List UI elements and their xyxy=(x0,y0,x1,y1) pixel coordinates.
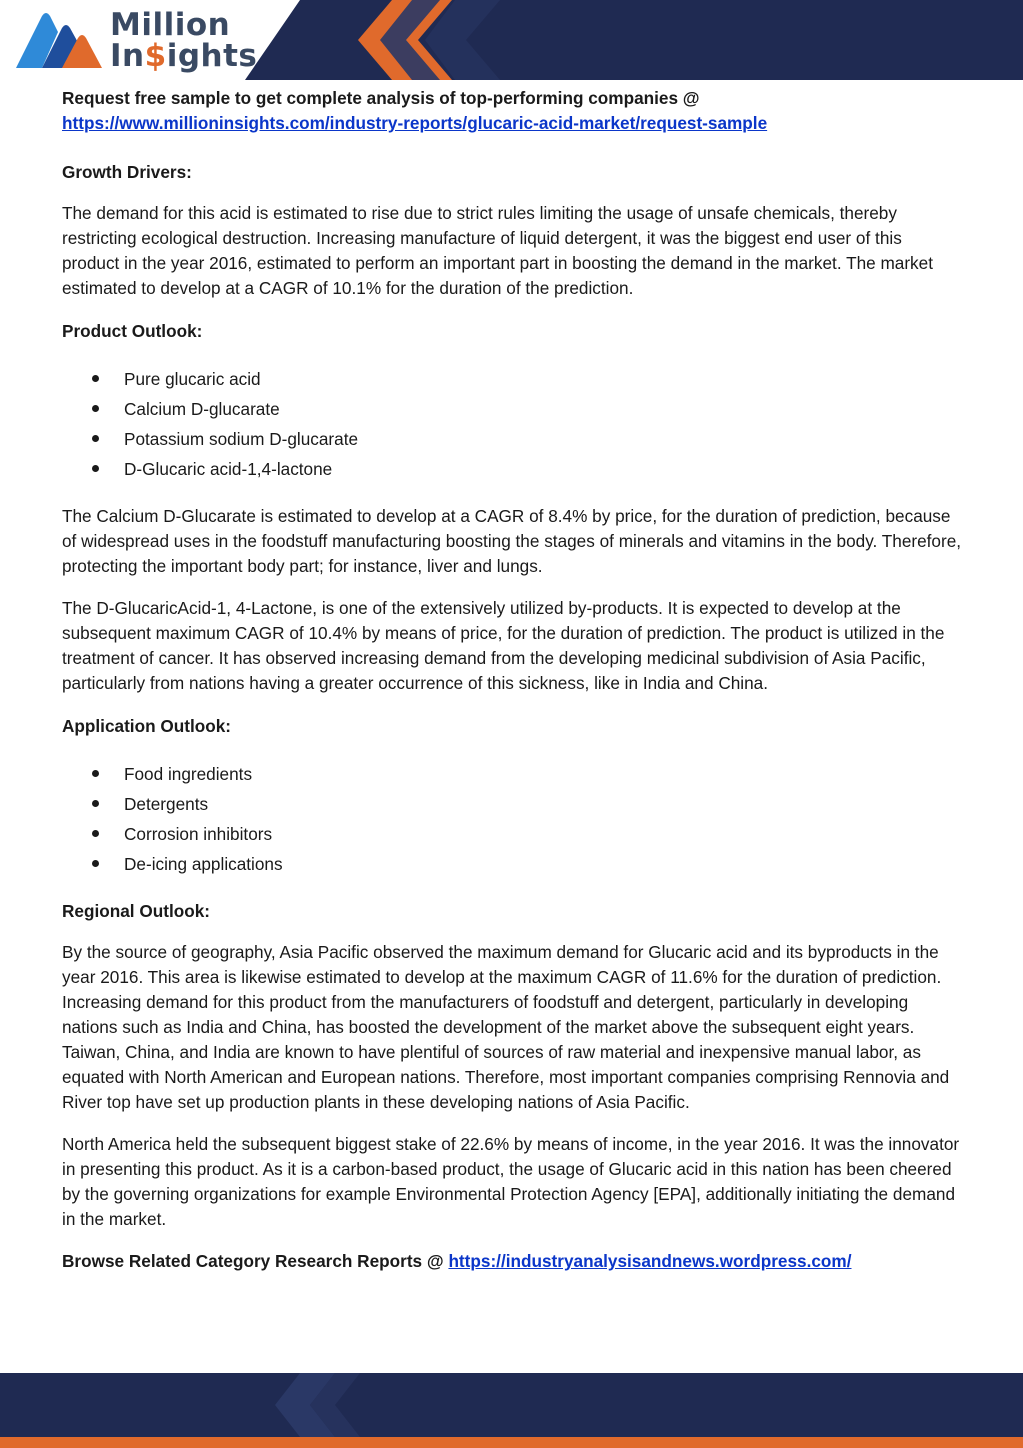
regional-paragraph-1: By the source of geography, Asia Pacific observed the maximum demand for Glucaric acid and its byproducts in the year 2016. This area is likewise estimated to develop at the maximum CAGR of 11.6% for the duration of prediction. Increasing demand for this product from the manufacturers of foodstuff and detergent, particularly in developing nations such as India and China, has boosted the development of the market above the subsequent eight years. Taiwan, China, and India are known to have plentiful of sources of raw material and inexpensive manual labor, as equated with North American and European nations. Therefore, most important companies comprising Rennovia and River top have set up production plants in these developing nations of Asia Pacific. xyxy=(62,942,950,1112)
list-item-label: Food ingredients xyxy=(124,764,253,784)
header-banner xyxy=(0,0,1023,80)
list-item-label: D-Glucaric acid-1,4-lactone xyxy=(124,459,333,479)
growth-drivers-paragraph: The demand for this acid is estimated to rise due to strict rules limiting the usage of unsafe chemicals, thereby restricting ecological destruction. Increasing manufacture of liquid detergent, it was the biggest end user of this product in the year 2016, estimated to perform an important part in boosting the demand in the market. The market estimated to develop at a CAGR of 10.1% for the duration of the prediction. xyxy=(62,203,933,298)
list-item xyxy=(62,454,962,484)
logo-line2-pre: In xyxy=(110,38,145,74)
application-outlook-heading: Application Outlook: xyxy=(62,716,231,736)
list-item xyxy=(62,424,962,454)
logo-line1: Million xyxy=(110,7,231,43)
logo-dollar: $ xyxy=(144,38,167,74)
list-item xyxy=(62,789,962,819)
growth-drivers-heading: Growth Drivers: xyxy=(62,162,192,182)
sample-request xyxy=(62,86,962,136)
list-item-label: Calcium D-glucarate xyxy=(124,399,280,419)
list-item xyxy=(62,759,962,789)
footer-graphic xyxy=(0,1373,1023,1448)
bullet-icon xyxy=(92,860,99,867)
browse-related-link[interactable]: https://industryanalysisandnews.wordpress.com/ xyxy=(448,1251,852,1271)
bullet-icon xyxy=(92,375,99,382)
lactone-paragraph: The D-GlucaricAcid-1, 4-Lactone, is one of the extensively utilized by-products. It is expected to develop at the subsequent maximum CAGR of 10.4% by means of price, for the duration of prediction. The product is utilized in the treatment of cancer. It has observed increasing demand from the developing medicinal subdivision of Asia Pacific, particularly from nations having a greater occurrence of this sickness, like in India and China. xyxy=(62,598,945,693)
list-item-label: Corrosion inhibitors xyxy=(124,824,273,844)
browse-related-text: Browse Related Category Research Reports @ xyxy=(62,1251,444,1271)
sample-request-link[interactable]: https://www.millioninsights.com/industry-reports/glucaric-acid-market/request-sample xyxy=(62,113,768,133)
list-item xyxy=(62,819,962,849)
regional-paragraph-2: North America held the subsequent biggest stake of 22.6% by means of income, in the year 2016. It was the innovator in presenting this product. As it is a carbon-based product, the usage of Glucaric acid in this nation has been cheered by the governing organizations for example Environmental Protection Agency [EPA], additionally initiating the demand in the market. xyxy=(62,1134,960,1229)
list-item-label: Pure glucaric acid xyxy=(124,369,261,389)
product-list xyxy=(62,364,962,484)
bullet-icon xyxy=(92,435,99,442)
bullet-icon xyxy=(92,465,99,472)
list-item-label: Detergents xyxy=(124,794,209,814)
product-outlook-heading: Product Outlook: xyxy=(62,321,203,341)
bullet-icon xyxy=(92,770,99,777)
list-item xyxy=(62,394,962,424)
logo-mark-icon xyxy=(12,6,107,76)
bullet-icon xyxy=(92,830,99,837)
logo-wordmark xyxy=(110,7,258,74)
footer-banner xyxy=(0,1373,1023,1448)
logo-line2-post: ights xyxy=(166,38,258,74)
sample-request-text: Request free sample to get complete analysis of top-performing companies @ xyxy=(62,88,700,108)
browse-related xyxy=(62,1249,962,1274)
application-list xyxy=(62,759,962,879)
million-insights-logo xyxy=(12,6,258,76)
list-item xyxy=(62,364,962,394)
calcium-glucarate-paragraph: The Calcium D-Glucarate is estimated to develop at a CAGR of 8.4% by price, for the duration of prediction, because of widespread uses in the foodstuff manufacturing boosting the stages of minerals and vitamins in the body. Therefore, protecting the important body part; for instance, liver and lungs. xyxy=(62,506,962,576)
list-item-label: Potassium sodium D-glucarate xyxy=(124,429,359,449)
regional-outlook-heading: Regional Outlook: xyxy=(62,901,210,921)
document-body xyxy=(62,86,962,1274)
bullet-icon xyxy=(92,800,99,807)
bullet-icon xyxy=(92,405,99,412)
list-item xyxy=(62,849,962,879)
logo-line2 xyxy=(110,38,258,74)
list-item-label: De-icing applications xyxy=(124,854,283,874)
